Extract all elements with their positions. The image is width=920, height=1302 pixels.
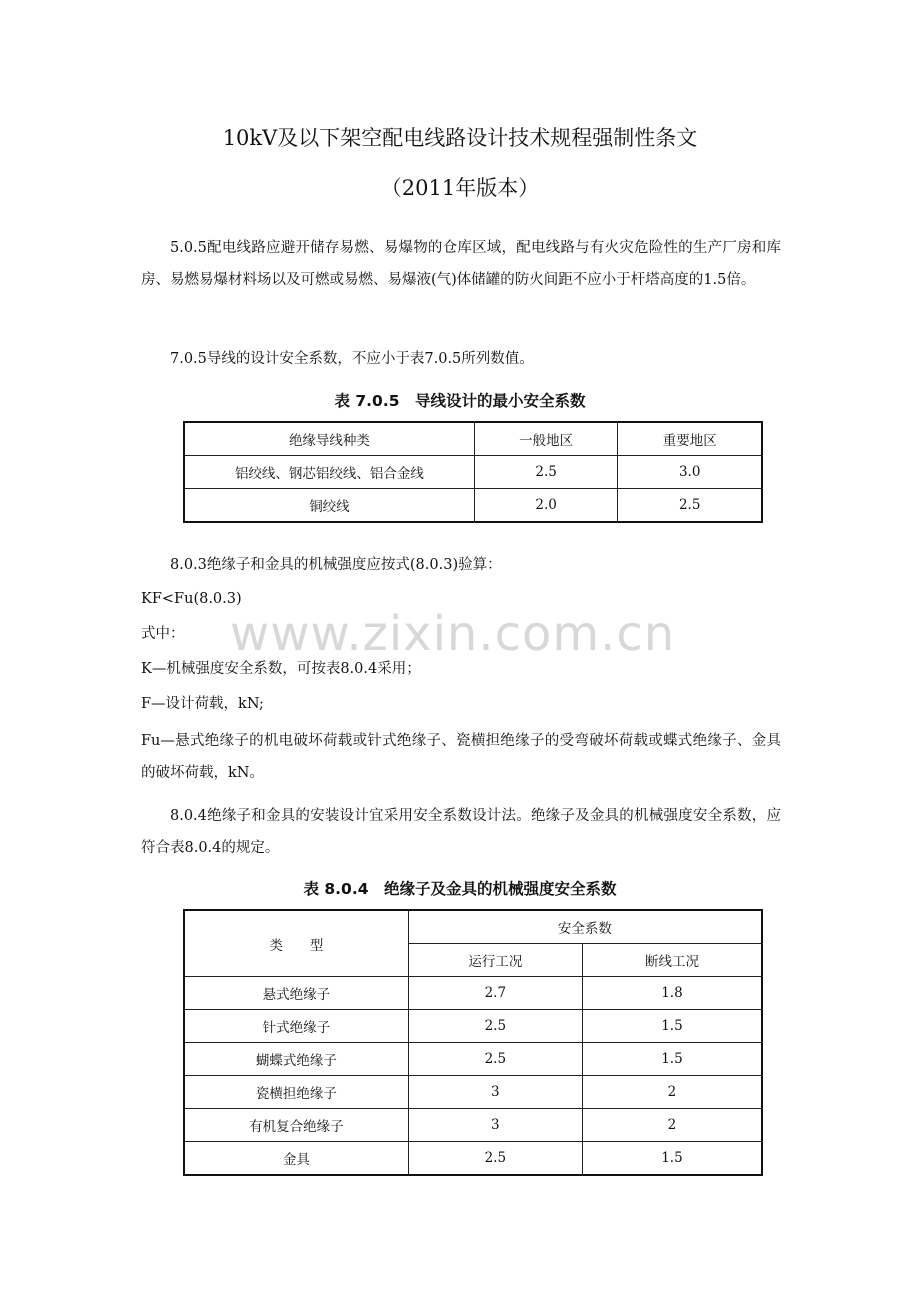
table-header-group: 安全系数: [408, 910, 762, 944]
table-7-0-5: [183, 421, 763, 523]
table-row: [184, 1043, 762, 1076]
table-row: [184, 1010, 762, 1043]
paragraph-7-0-5: 7.0.5导线的设计安全系数，不应小于表7.0.5所列数值。: [170, 351, 534, 367]
paragraph-8-0-3: 8.0.3绝缘子和金具的机械强度应按式(8.0.3)验算：: [170, 557, 502, 573]
watermark: www.zixin.com.cn: [230, 606, 676, 662]
table-cell: 2.5: [408, 1010, 582, 1043]
table-cell: 铝绞线、钢芯铝绞线、铝合金线: [184, 456, 474, 489]
document-subtitle: （2011年版本）: [380, 176, 540, 200]
table-cell: 2: [582, 1076, 762, 1109]
table-row: [184, 489, 762, 523]
table-header-cell: 一般地区: [474, 422, 618, 456]
table-row: [184, 456, 762, 489]
table-cell: 3: [408, 1076, 582, 1109]
table-cell: 2: [582, 1109, 762, 1142]
table-cell: 1.5: [582, 1010, 762, 1043]
table-header-cell: 重要地区: [618, 422, 762, 456]
formula-where: 式中：: [141, 626, 185, 642]
table1-caption: 表 7.0.5 导线设计的最小安全系数: [334, 392, 586, 410]
paragraph-8-0-4: 8.0.4绝缘子和金具的安装设计宜采用安全系数设计法。绝缘子及金具的机械强度安全系数，应符合表8.0.4的规定。: [141, 808, 781, 856]
table-header-row: [184, 910, 762, 944]
table-cell: 有机复合绝缘子: [184, 1109, 408, 1142]
table-cell: 1.8: [582, 977, 762, 1010]
table-cell: 3: [408, 1109, 582, 1142]
table-header-row: [184, 422, 762, 456]
table-cell: 1.5: [582, 1142, 762, 1176]
table-8-0-4: [183, 909, 763, 1176]
table-row: [184, 1109, 762, 1142]
table2-caption: 表 8.0.4 绝缘子及金具的机械强度安全系数: [303, 880, 617, 898]
definition-f: F—设计荷载，kN;: [141, 696, 264, 712]
table-cell: 1.5: [582, 1043, 762, 1076]
table-cell: 金具: [184, 1142, 408, 1176]
table-cell: 2.5: [618, 489, 762, 523]
table-cell: 3.0: [618, 456, 762, 489]
table-row: [184, 1142, 762, 1176]
table-header-type: 类 型: [184, 910, 408, 977]
table-cell: 2.0: [474, 489, 618, 523]
document-title: 10kV及以下架空配电线路设计技术规程强制性条文: [222, 126, 698, 150]
table-header-cell: 绝缘导线种类: [184, 422, 474, 456]
table-cell: 瓷横担绝缘子: [184, 1076, 408, 1109]
table-cell: 针式绝缘子: [184, 1010, 408, 1043]
table-cell: 铜绞线: [184, 489, 474, 523]
paragraph-5-0-5: 5.0.5配电线路应避开储存易燃、易爆物的仓库区域，配电线路与有火灾危险性的生产厂房和库房、易燃易爆材料场以及可燃或易燃、易爆液(气)体储罐的防火间距不应小于杆塔高度的1.5倍。: [141, 240, 781, 288]
table-cell: 蝴蝶式绝缘子: [184, 1043, 408, 1076]
table-subheader-cell: 运行工况: [408, 944, 582, 977]
table-cell: 2.5: [474, 456, 618, 489]
definition-fu: Fu—悬式绝缘子的机电破坏荷载或针式绝缘子、瓷横担绝缘子的受弯破坏荷载或蝶式绝缘子、金具的破坏荷载，kN。: [141, 733, 781, 781]
table-cell: 2.5: [408, 1142, 582, 1176]
table-cell: 2.5: [408, 1043, 582, 1076]
table-row: [184, 1076, 762, 1109]
table-cell: 悬式绝缘子: [184, 977, 408, 1010]
formula-line: KF<Fu(8.0.3): [141, 591, 242, 607]
table-cell: 2.7: [408, 977, 582, 1010]
definition-k: K—机械强度安全系数，可按表8.0.4采用；: [141, 661, 421, 677]
table-subheader-cell: 断线工况: [582, 944, 762, 977]
table-row: [184, 977, 762, 1010]
